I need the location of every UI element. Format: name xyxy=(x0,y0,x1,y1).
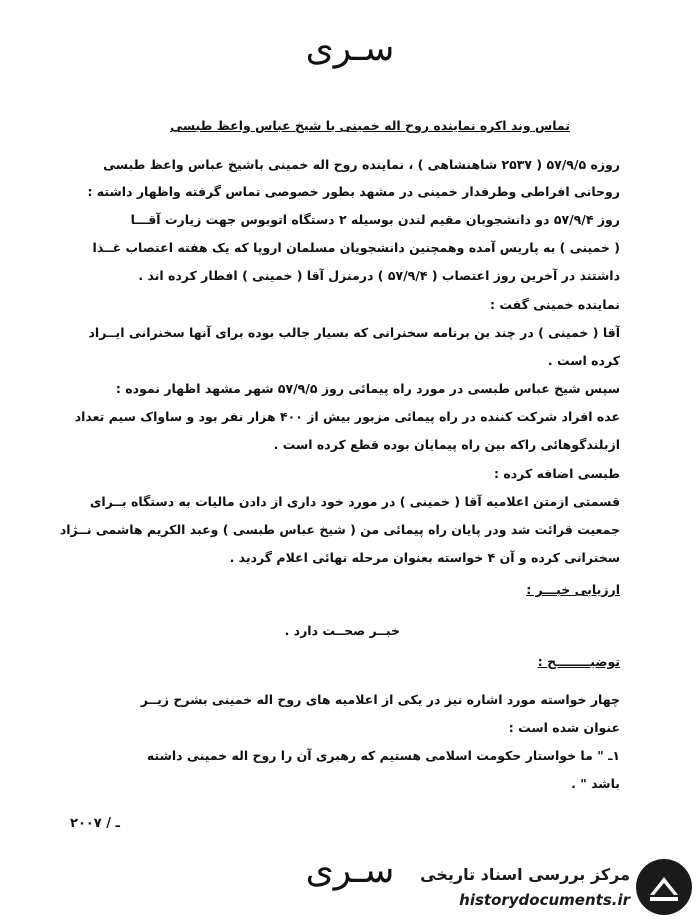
body-line-11: ازبلندگوهائی راکه بین راه پیمایان بوده قطع کرده است . xyxy=(273,437,620,452)
body-line-13: قسمتی ازمتن اعلامیه آقا ( خمینی ) در مورد خود داری از دادن مالیات به دستگاه بــرای xyxy=(89,494,620,509)
body-line-6: نماینده خمینی گفت : xyxy=(490,297,620,312)
page-code: ۲ـ / ۰۰۷ xyxy=(70,816,120,831)
classification-footer: سـری xyxy=(305,850,395,891)
watermark-url: historydocuments.ir xyxy=(459,891,630,909)
body-line-10: عده افراد شرکت کننده در راه پیمائی مزبور بیش از ۴۰۰ هزار نفر بود و ساواک سیم تعداد xyxy=(74,409,620,424)
body-line-7: آقا ( خمینی ) در چند بن برنامه سخنرانی که بسیار جالب بوده برای آنها سخنرانی ایــراد xyxy=(88,325,620,340)
body-line-1: روزه ۵۷/۹/۵ ( ۲۵۳۷ شاهنشاهی ) ، نماینده روح اله خمینی باشیخ عباس واعظ طبسی xyxy=(103,157,620,172)
body-line-5: داشتند در آخرین روز اعتصاب ( ۵۷/۹/۴ ) درمنزل آقا ( خمینی ) افطار کرده اند . xyxy=(138,268,620,283)
body-line-8: کرده است . xyxy=(547,353,620,368)
book-logo-icon xyxy=(636,859,692,915)
assessment-heading: ارزیابی خبـــر : xyxy=(526,582,620,597)
body-line-14: جمعیت قرائت شد ودر پایان راه پیمائی من ( شیخ عباس طبسی ) وعبد الکریم هاشمی نــژاد xyxy=(60,522,620,537)
note-heading: توضیــــــــح : xyxy=(537,654,620,669)
body-line-9: سپس شیخ عباس طبسی در مورد راه پیمائی روز ۵۷/۹/۵ شهر مشهد اظهار نموده : xyxy=(115,381,620,396)
body-line-12: طبسی اضافه کرده : xyxy=(494,466,620,481)
note-line-4: باشد " . xyxy=(571,776,620,791)
assessment-text: خبــر صحــت دارد . xyxy=(284,623,400,638)
document-title: تماس وند اکره نماینده روح اله خمینی با شیخ عباس واعظ طبسی xyxy=(170,118,570,133)
note-line-3: ۱ـ " ما خواستار حکومت اسلامی هستیم که رهبری آن را روح اله خمینی داشته xyxy=(146,748,620,763)
classification-header: سـری xyxy=(305,28,395,69)
body-line-4: ( خمینی ) به پاریس آمده وهمچنین دانشجویان مسلمان اروپا که یک هفته اعتصاب غــذا xyxy=(92,240,620,255)
body-line-3: روز ۵۷/۹/۴ دو دانشجوبان مقیم لندن بوسیله ۲ دستگاه اتوبوس جهت زیارت آقـــا xyxy=(130,212,620,227)
note-line-1: چهار خواسته مورد اشاره نیز در یکی از اعلامیه های روح اله خمینی بشرح زیــر xyxy=(140,692,620,707)
body-line-15: سخنرانی کرده و آن ۴ خواسته بعنوان مرحله نهائی اعلام گردید . xyxy=(229,550,620,565)
note-line-2: عنوان شده است : xyxy=(508,720,620,735)
watermark xyxy=(402,857,692,917)
body-line-2: روحانی افراطی وطرفدار خمینی در مشهد بطور خصوصی تماس گرفته واظهار داشته : xyxy=(87,184,620,199)
watermark-text: مرکز بررسی اسناد تاریخی xyxy=(420,865,630,884)
